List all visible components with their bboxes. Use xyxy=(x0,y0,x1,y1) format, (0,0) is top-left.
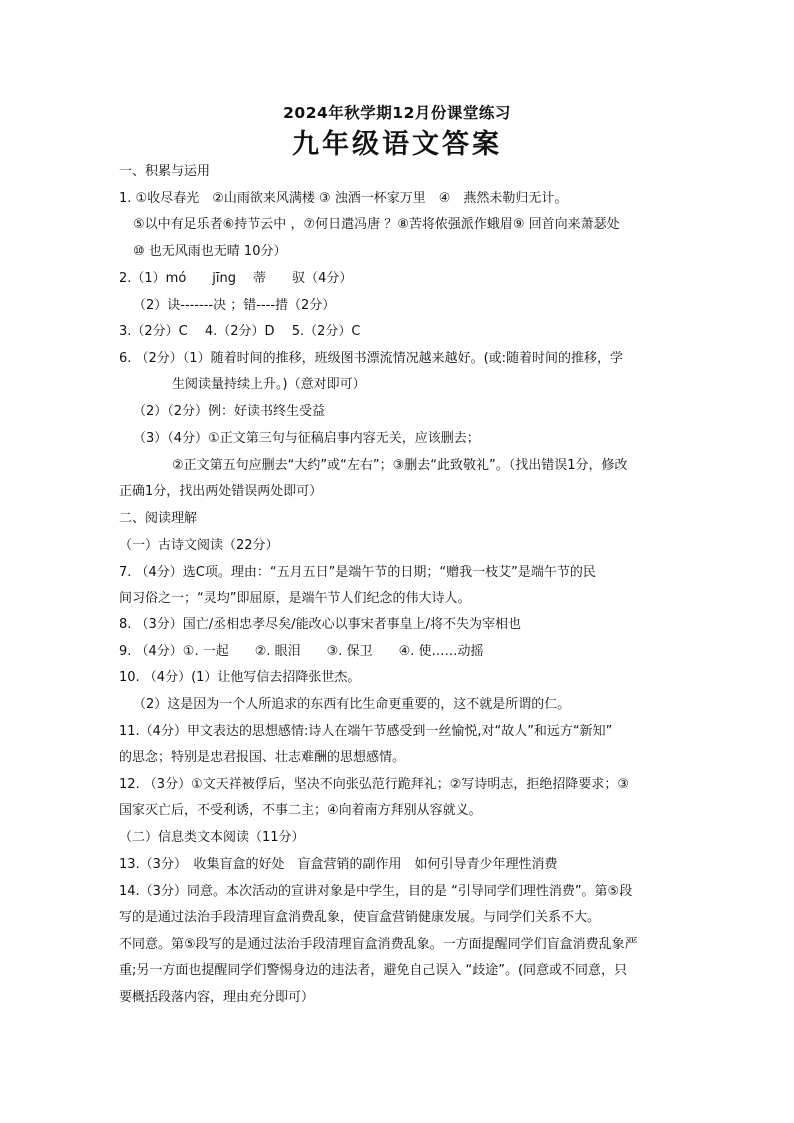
answer-line: 12. （3分）①文天祥被俘后，坚决不向张弘范行跪拜礼；②写诗明志，拒绝招降要求；③ xyxy=(119,777,630,792)
answer-line: 11.（4分）甲文表达的思想感情:诗人在端午节感受到一丝愉悦,对“故人”和远方“新知” xyxy=(119,724,613,739)
answer-line: 重;另一方面也提醒同学们警惕身边的违法者，避免自己误入 “歧途”。(同意或不同意，只 xyxy=(119,963,628,978)
answer-line: 6. （2分）（1）随着时间的推移，班级图书漂流情况越来越好。(或:随着时间的推移，学 xyxy=(119,351,624,366)
answer-line: 13.（3分） 收集盲盒的好处 盲盒营销的副作用 如何引导青少年理性消费 xyxy=(119,857,558,872)
answer-line: （2）（2分）例：好读书终生受益 xyxy=(133,404,326,419)
answer-line: 1. ①收尽春光 ②山雨欲来风满楼 ③ 浊酒一杯家万里 ④ 燕然未勒归无计。 xyxy=(119,191,568,206)
document-title: 2024年秋学期12月份课堂练习 xyxy=(283,104,511,122)
answer-line: 生阅读量持续上升。)（意对即可） xyxy=(172,377,366,392)
answer-line: ⑤以中有足乐者⑥持节云中 ，⑦何日遣冯唐 ？⑧苦将侬强派作蛾眉⑨ 回首向来萧瑟处 xyxy=(133,217,620,232)
answer-line: 国家灭亡后，不受利诱，不事二主；④向着南方拜别从容就义。 xyxy=(119,803,482,818)
answer-line: 正确1分，找出两处错误两处即可） xyxy=(119,484,323,499)
answer-line: 间习俗之一；“灵均”即屈原，是端午节人们纪念的伟大诗人。 xyxy=(119,591,471,606)
answer-line: 写的是通过法治手段清理盲盒消费乱象，使盲盒营销健康发展。与同学们关系不大。 xyxy=(119,910,601,925)
answer-line: 要概括段落内容，理由充分即可） xyxy=(119,990,315,1005)
answer-line: 9. （4分）①. 一起 ②. 眼泪 ③. 保卫 ④. 使……动摇 xyxy=(119,644,484,659)
answer-line: 14.（3分）同意。本次活动的宣讲对象是中学生，目的是 “引导同学们理性消费”。第⑤段 xyxy=(119,884,633,899)
section-heading-2: 二、阅读理解 xyxy=(119,511,198,526)
answer-line: 3.（2分）C 4.（2分）D 5.（2分）C xyxy=(119,324,361,339)
answer-line: 8. （3分）国亡/丞相忠孝尽矣/能改心以事宋者事皇上/将不失为宰相也 xyxy=(119,617,521,632)
answer-line: 7. （4分）选C项。理由：“五月五日”是端午节的日期；“赠我一枝艾”是端午节的民 xyxy=(119,565,596,580)
answer-line: （2）这是因为一个人所追求的东西有比生命更重要的，这不就是所谓的仁。 xyxy=(133,697,571,712)
answer-line: 的思念；特别是忠君报国、壮志难酬的思想感情。 xyxy=(119,750,406,765)
answer-line: （2）诀-------决 ；错----措（2分） xyxy=(133,298,336,313)
document-subtitle: 九年级语文答案 xyxy=(292,129,502,160)
answer-line: （3）（4分）①正文第三句与征稿启事内容无关，应该删去； xyxy=(133,431,480,446)
answer-line: 10. （4分）(1）让他写信去招降张世杰。 xyxy=(119,670,361,685)
subsection-heading: （二）信息类文本阅读（11分） xyxy=(119,830,305,845)
section-heading-1: 一、积累与运用 xyxy=(119,164,211,179)
answer-line: 2.（1）mó jīng 蒂 驭（4分） xyxy=(119,271,353,286)
answer-line: 不同意。第⑤段写的是通过法治手段清理盲盒消费乱象。一方面提醒同学们盲盒消费乱象严 xyxy=(119,937,638,952)
answer-line: ②正文第五句应删去“大约”或“左右”；③删去“此致敬礼”。（找出错误1分，修改 xyxy=(172,458,628,473)
subsection-heading: （一）古诗文阅读（22分） xyxy=(119,538,279,553)
answer-line: ⑩ 也无风雨也无晴 10分） xyxy=(133,244,287,259)
